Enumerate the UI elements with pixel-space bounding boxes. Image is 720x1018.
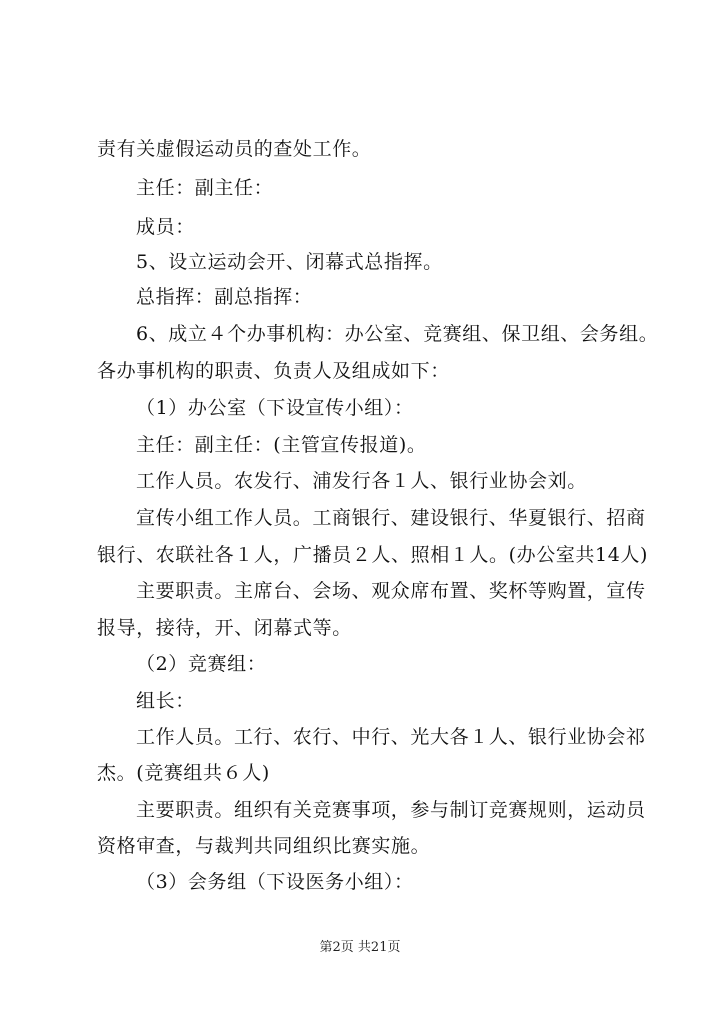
text-line: （3）会务组（下设医务小组）： [136,871,414,893]
text-line: （1）办公室（下设宣传小组）： [136,397,414,419]
page-number-footer: 第2页 共21页 [319,940,401,955]
text-line: 主任：副主任： [136,177,274,199]
text-line: （2）竞赛组： [136,653,267,675]
text-line: 主任：副主任：(主管宣传报道)。 [136,434,427,456]
text-line: 银行、农联社各１人，广播员２人、照相１人。(办公室共14人) [97,544,649,566]
text-line: 责有关虚假运动员的查处工作。 [97,138,372,160]
text-line: 杰。(竞赛组共６人) [97,762,270,784]
text-line: 宣传小组工作人员。工商银行、建设银行、华夏银行、招商 [136,507,646,529]
text-line: 5、设立运动会开、闭幕式总指挥。 [136,251,443,273]
text-line: 各办事机构的职责、负责人及组成如下： [97,360,450,382]
text-line: 资格审查，与裁判共同组织比赛实施。 [97,835,431,857]
text-line: 主要职责。主席台、会场、观众席布置、奖杯等购置，宣传 [136,580,646,602]
text-line: 总指挥：副总指挥： [136,286,313,308]
text-line: 工作人员。农发行、浦发行各１人、银行业协会刘。 [136,470,587,492]
text-line: 主要职责。组织有关竞赛事项，参与制订竞赛规则，运动员 [136,799,646,821]
text-line: 报导，接待，开、闭幕式等。 [97,617,352,639]
text-line: 组长： [136,690,195,712]
text-line: 工作人员。工行、农行、中行、光大各１人、银行业协会祁 [136,726,646,748]
text-line: 6、成立４个办事机构：办公室、竞赛组、保卫组、会务组。 [136,323,659,345]
text-line: 成员： [136,216,195,238]
